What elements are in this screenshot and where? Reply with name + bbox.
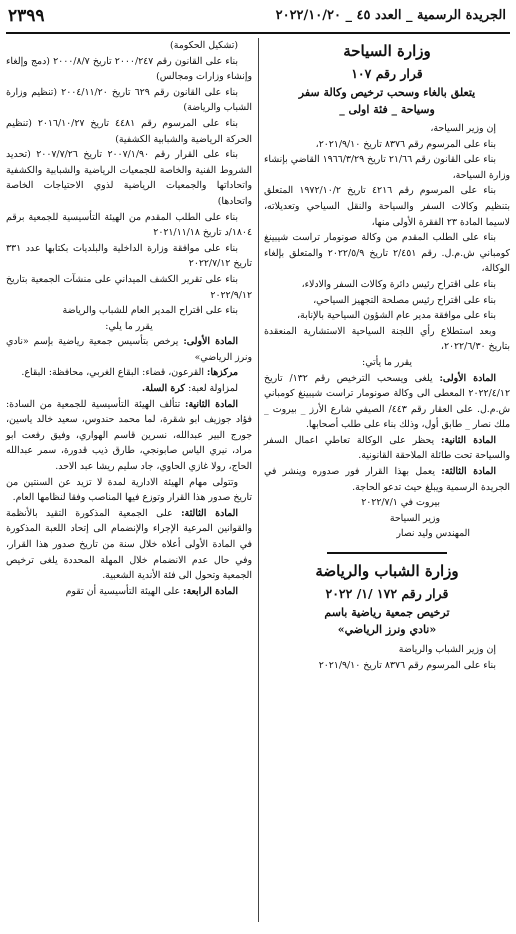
article-3 xyxy=(6,506,252,584)
sport xyxy=(6,381,252,397)
decree-subject: ترخيص جمعية رياضية باسم xyxy=(324,606,450,620)
right-column xyxy=(264,38,510,673)
article-2 xyxy=(264,433,510,464)
gazette-header-title: الجريدة الرسمية _ العدد ٤٥ _ ٢٠٢٢/١٠/٢٠ xyxy=(275,8,506,23)
signature-name: المهندس وليد نصار xyxy=(396,528,470,540)
left-column xyxy=(6,38,252,599)
article-text: يعمل بهذا القرار فور صدوره وينشر في الجريدة الرسمية ويبلغ حيث تدعو الحاجة. xyxy=(264,466,510,493)
paragraph: وتتولى مهام الهيئة الادارية لمدة لا تزيد عن السنتين من تاريخ صدور هذا القرار وتوزع فيها المناصب وفقا لنظامها العام. xyxy=(6,476,252,504)
paragraph: بناء على الطلب المقدم من الهيئة التأسيسية للجمعية برقم ١٨٠٤/د تاريخ ٢٠٢١/١١/١٨ xyxy=(6,211,252,239)
signature-date: بيروت في ٢٠٢٢/٧/١ xyxy=(361,497,440,509)
headquarters-text: القرعون، قضاء: البقاع الغربي، محافظة: البقاع. xyxy=(21,367,207,379)
article-label: المادة الثالثة: xyxy=(181,507,238,519)
page-number: ٢٣٩٩ xyxy=(8,6,45,26)
paragraph: (تشكيل الحكومة) xyxy=(170,40,238,51)
article-text: يرخص بتأسيس جمعية رياضية بإسم «نادي ونرز الرياضي» xyxy=(6,336,252,363)
decree-number: قرار رقم ١٧٢ /١/ ٢٠٢٢ xyxy=(325,586,449,602)
ministry-title: وزارة الشباب والرياضة xyxy=(315,562,459,581)
article-label: المادة الأولى: xyxy=(183,336,238,348)
paragraph: بناء على موافقة مدير عام الشؤون السياحية بالإنابة، xyxy=(297,310,496,322)
sport-label: لمزاولة لعبة: xyxy=(188,383,238,395)
header-rule xyxy=(6,32,510,34)
article-label: المادة الأولى: xyxy=(439,372,497,384)
paragraph: بناء على المرسوم رقم ٨٣٧٦ تاريخ ٢٠٢١/٩/١٠، xyxy=(315,138,496,150)
paragraph: بناء على المرسوم رقم ٤٢١٦ تاريخ ١٩٧٢/١٠/٢ المتعلق بتنظيم وكالات السفر والسياحة والنقل السياحي وتعديلاته، لاسيما المادة ٢٣ الفقرة الأولى منها، xyxy=(264,185,510,228)
article-2 xyxy=(6,397,252,475)
article-1 xyxy=(264,371,510,433)
headquarters xyxy=(6,365,252,381)
paragraph: وبعد استطلاع رأي اللجنة السياحية الاستشارية المنعقدة بتاريخ ٢٠٢٢/٦/٣٠، xyxy=(264,325,510,353)
paragraph: يقرر ما يأتي: xyxy=(362,356,412,368)
article-text: يلغى ويسحب الترخيص رقم ١٣٢/ تاريخ ٢٠٢٢/٤/١٢ المعطى الى وكالة صونومار تراست شيبينغ كومباني ش.م.ل. على العقار رقم ٤٤٣/ الصيفي شارع الأرز _ بيروت _ ملك نصار _ طابق أول، وذلك بناء على طلب أصحابها. xyxy=(264,372,510,431)
section-separator xyxy=(327,552,447,554)
paragraph: بناء على القانون رقم ٦٢٩ تاريخ ٢٠٠٤/١١/٢٠ (تنظيم وزارة الشباب والرياضة) xyxy=(6,86,252,114)
paragraph: بناء على موافقة وزارة الداخلية والبلديات بكتابها عدد ٣٣١ تاريخ ٢٠٢٢/٧/١٢ xyxy=(6,242,252,270)
headquarters-label: مركزها: xyxy=(206,367,238,379)
paragraph: بناء على اقتراح المدير العام للشباب والرياضة xyxy=(62,305,238,317)
article-text: على الجمعية المذكورة التقيد بالأنظمة والقوانين المرعية الإجراء والإنضمام الى إتحاد اللعبة المذكورة في المادة الأولى أعلاه خلال سنة من تاريخ صدور هذا القرار، وفي حال عدم الانضمام خلال المهلة المحددة يلغى ترخيص الجمعية وتحول الى فئة الأندية الشعبية. xyxy=(6,507,252,582)
sport-text: كرة السلة. xyxy=(141,383,189,395)
article-label: المادة الثانية: xyxy=(185,398,238,410)
paragraph: إن وزير الشباب والرياضة xyxy=(398,644,496,656)
article-1 xyxy=(6,334,252,365)
paragraph: يقرر ما يلي: xyxy=(105,320,153,332)
signature-title: وزير السياحة xyxy=(389,512,440,524)
decree-subject: يتعلق بالغاء وسحب ترخيص وكالة سفر xyxy=(298,86,476,99)
paragraph: بناء على اقتراح رئيس مصلحة التجهيز السياحي، xyxy=(313,294,496,306)
page-header xyxy=(6,6,510,30)
ministry-title: وزارة السياحة xyxy=(343,42,431,60)
paragraph: بناء على القانون رقم ٢٠٠٠/٢٤٧ تاريخ ٢٠٠٠/٨/٧ (دمج وإلغاء وإنشاء وزارات ومجالس) xyxy=(6,55,252,83)
decree-subject: وسياحة _ فئة اولى _ xyxy=(339,103,435,116)
article-label: المادة الثانية: xyxy=(440,434,496,446)
paragraph: بناء على المرسوم رقم ٨٣٧٦ تاريخ ٢٠٢١/٩/١٠ xyxy=(318,659,496,671)
article-label: المادة الرابعة: xyxy=(183,585,238,597)
paragraph: بناء على الطلب المقدم من وكالة صونومار تراست شيبينغ كومباني ش.م.ل. رقم ٢/٤٥١ تاريخ ٢٠٢٢/٥/٩ والمتعلق بإلغاء الوكالة، xyxy=(264,232,510,275)
paragraph: بناء على المرسوم رقم ٤٤٨١ تاريخ ٢٠١٦/١٠/٢٧ (تنظيم الحركة الرياضية والشبابية الكشفية) xyxy=(6,117,252,145)
article-3 xyxy=(264,464,510,495)
paragraph: إن وزير السياحة، xyxy=(430,123,496,134)
paragraph: بناء على اقتراح رئيس دائرة وكالات السفر والادلاء، xyxy=(301,278,496,290)
decree-subject: «نادي ونرز الرياضي» xyxy=(337,623,437,637)
paragraph: بناء على تقرير الكشف الميداني على منشآت الجمعية بتاريخ ٢٠٢٢/٩/١٢ xyxy=(6,273,252,301)
article-4 xyxy=(6,584,252,600)
article-text: يحظر على الوكالة تعاطي اعمال السفر والسياحة تحت طائلة الملاحقة القانونية. xyxy=(264,434,510,462)
article-label: المادة الثالثة: xyxy=(441,466,496,478)
article-text: على الهيئة التأسيسية أن تقوم xyxy=(65,585,184,597)
decree-number: قرار رقم ١٠٧ xyxy=(351,66,423,81)
paragraph: بناء على القانون رقم ٢١/٦٦ تاريخ ١٩٦٦/٣/٢٩ القاضي بإنشاء وزارة السياحة، xyxy=(264,154,510,181)
column-divider xyxy=(258,38,259,922)
paragraph: بناء على القرار رقم ٢٠٠٧/١/٩٠ تاريخ ٢٠٠٧/٧/٢٦ (تحديد الشروط الفنية والخاصة للجمعيات الرياضية والشبابية والكشفية واتحاداتها والجمعيات الرياضية لذوي الاحتياجات الخاصة واتحادها) xyxy=(6,149,252,207)
article-text: تتألف الهيئة التأسيسية للجمعية من السادة: فؤاد جوزيف ابو شقرة، لما محمد حندوس، سعيد خالد ياسين، جورج البير عبدالله، نسرين قاسم الهواري، وفيق رفعت ابو مراد، نيري الياس صابونجي، طارق ذيب قدورة، سمر عبدالله الحاج، رولا غازي الحاوي، جاد سليم ريشا عبد الاحد. xyxy=(6,398,252,473)
